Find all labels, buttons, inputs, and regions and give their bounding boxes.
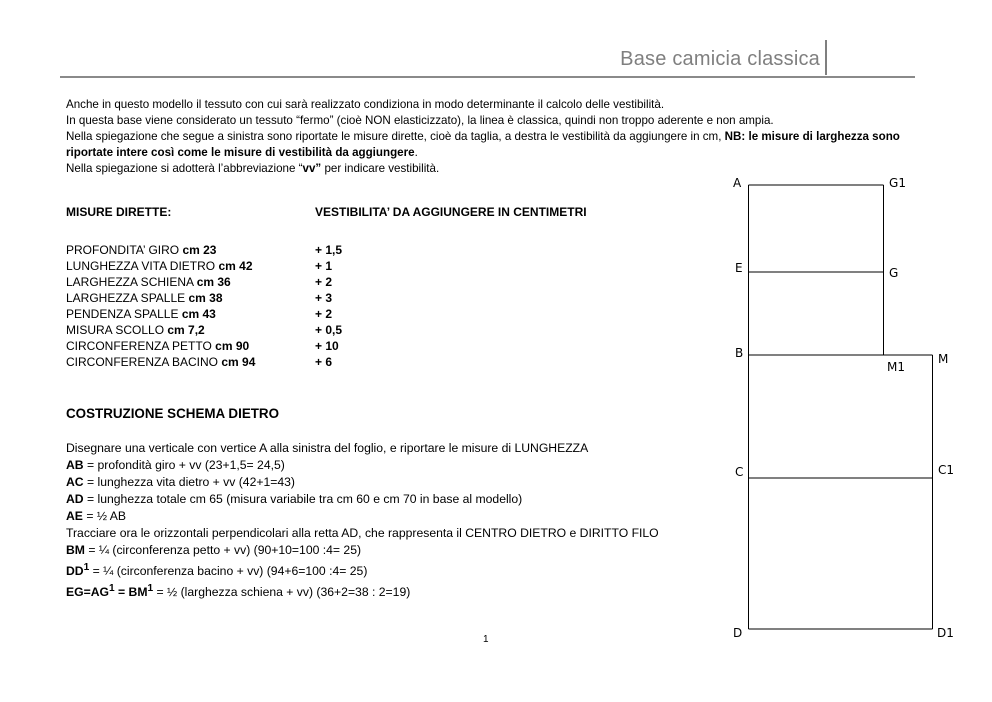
step-key-sup: 1: [109, 583, 115, 595]
measures-header-right: VESTIBILITA’ DA AGGIUNGERE IN CENTIMETRI: [315, 205, 587, 219]
measure-name: PROFONDITA’ GIRO: [66, 243, 183, 257]
point-label-d1: D1: [937, 626, 954, 640]
step-text: = lunghezza totale cm 65 (misura variabile tra cm 60 e cm 70 in base al modello): [83, 492, 523, 506]
step-key-text: = BM: [114, 585, 148, 600]
measure-amount: cm 7,2: [167, 323, 205, 337]
intro-line-4-post: per indicare vestibilità.: [321, 162, 440, 175]
measure-name: CIRCONFERENZA BACINO: [66, 355, 222, 369]
intro-vv-abbrev: vv”: [302, 162, 322, 175]
step-key: AB: [66, 458, 84, 472]
measure-ease: + 1: [315, 259, 333, 273]
step-key: BM: [66, 543, 85, 557]
measures-header-left: MISURE DIRETTE:: [66, 205, 172, 219]
point-label-c1: C1: [938, 463, 955, 477]
intro-line-2: In questa base viene considerato un tessuto “fermo” (cioè NON elasticizzato), la linea è classica, quindi non troppo aderente e non ampia.: [66, 114, 774, 127]
measure-amount: cm 42: [218, 259, 253, 273]
step-key: AD: [66, 492, 84, 506]
point-label-c: C: [735, 465, 744, 479]
step-text: = profondità giro + vv (23+1,5= 24,5): [83, 458, 285, 472]
step-key-text: DD: [66, 564, 84, 579]
measure-ease: + 2: [315, 275, 333, 289]
step-key-sup: 1: [83, 562, 90, 573]
measure-ease: + 6: [315, 355, 333, 369]
construction-intro: Disegnare una verticale con vertice A alla sinistra del foglio, e riportare le misure di LUNGHEZZA: [66, 441, 589, 455]
point-label-m1: M1: [887, 360, 905, 374]
measure-name: LUNGHEZZA VITA DIETRO: [66, 259, 219, 273]
step-text: = lunghezza vita dietro + vv (42+1=43): [83, 475, 295, 489]
measure-amount: cm 36: [196, 275, 231, 289]
measure-amount: cm 90: [215, 339, 250, 353]
measure-name: MISURA SCOLLO: [66, 323, 168, 337]
point-label-d: D: [733, 626, 743, 640]
point-label-g1: G1: [889, 176, 906, 190]
point-label-a: A: [733, 176, 742, 190]
measure-amount: cm 23: [182, 243, 217, 257]
step-key: AC: [66, 475, 84, 489]
measure-ease: + 1,5: [315, 243, 343, 257]
step-key: AE: [66, 509, 83, 523]
step-text: = ½ AB: [82, 509, 126, 523]
intro-line-1: Anche in questo modello il tessuto con cui sarà realizzato condiziona in modo determinante il calcolo delle vestibilità.: [66, 98, 665, 111]
step-key-text: EG=AG: [66, 585, 110, 600]
measure-name: LARGHEZZA SPALLE: [66, 291, 189, 305]
measure-ease: + 10: [315, 339, 339, 353]
measure-name: LARGHEZZA SCHIENA: [66, 275, 197, 289]
measure-amount: cm 94: [221, 355, 256, 369]
intro-line-3-text: Nella spiegazione che segue a sinistra sono riportate le misure dirette, cioè da taglia, a destra le vestibilità da aggiungere in cm,: [66, 130, 725, 143]
step-text: = ¼ (circonferenza bacino + vv) (94+6=100 :4= 25): [89, 564, 368, 579]
intro-line-3-end: .: [414, 146, 418, 159]
measure-ease: + 2: [315, 307, 333, 321]
page-header-title: Base camicia classica: [620, 48, 820, 70]
section-title: COSTRUZIONE SCHEMA DIETRO: [66, 406, 280, 421]
point-label-m: M: [938, 352, 949, 366]
measure-name: PENDENZA SPALLE: [66, 307, 182, 321]
measure-amount: cm 43: [181, 307, 216, 321]
step-text: = ½ (larghezza schiena + vv) (36+2=38 : 2=19): [153, 585, 411, 600]
step-text: = ¼ (circonferenza petto + vv) (90+10=100 :4= 25): [84, 543, 362, 557]
page-number: 1: [483, 634, 489, 645]
step-key-sup: 1: [147, 583, 154, 595]
point-label-b: B: [735, 346, 744, 360]
measure-amount: cm 38: [188, 291, 223, 305]
measure-name: CIRCONFERENZA PETTO: [66, 339, 216, 353]
intro-nb-note: NB: le misure di larghezza sono riportate intere così come le misure di vestibilità da aggiungere: [66, 130, 900, 159]
point-label-e: E: [735, 261, 743, 275]
intro-line-4-pre: Nella spiegazione si adotterà l’abbreviazione “: [66, 162, 303, 175]
step-trace: Tracciare ora le orizzontali perpendicolari alla retta AD, che rappresenta il CENTRO DIETRO e DIRITTO FILO: [66, 526, 659, 540]
measure-ease: + 3: [315, 291, 333, 305]
point-label-g: G: [889, 266, 899, 280]
measure-ease: + 0,5: [315, 323, 343, 337]
